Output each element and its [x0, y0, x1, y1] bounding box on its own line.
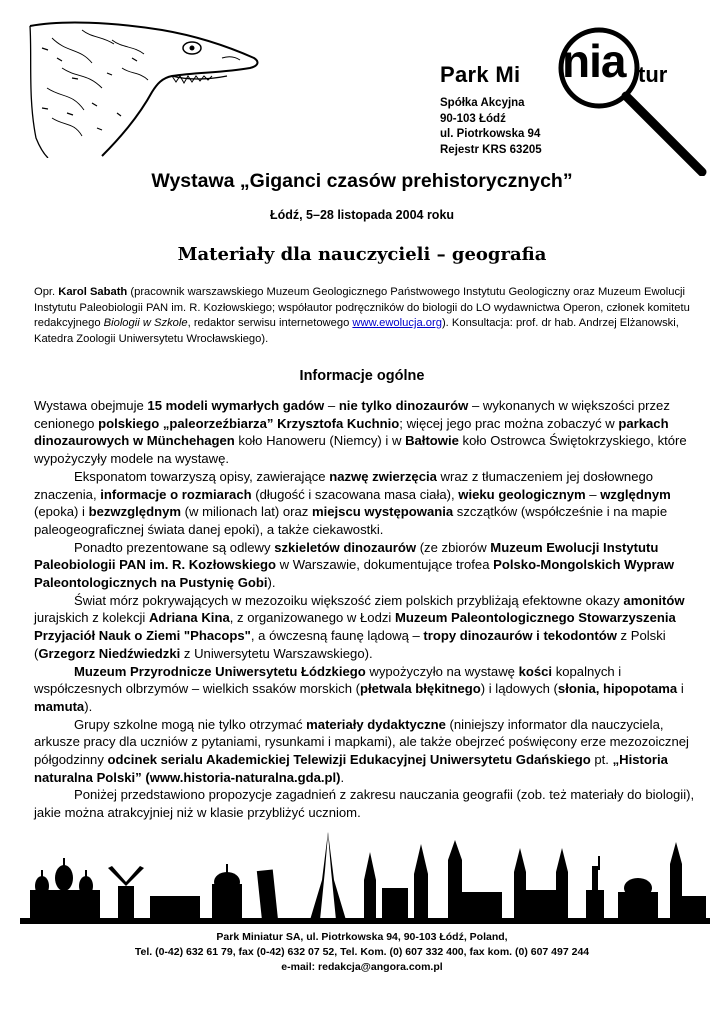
- credits-text: Opr.: [34, 286, 59, 298]
- logo-address-line: Spółka Akcyjna: [440, 97, 525, 109]
- footer-phones: Tel. (0-42) 632 61 79, fax (0-42) 632 07 52, Tel. Kom. (0) 607 332 400, fax kom. (0) 607 497 244: [134, 946, 590, 958]
- logo-text-nia: nia: [562, 35, 626, 87]
- logo-address-line: ul. Piotrkowska 94: [440, 128, 541, 140]
- footer-email: e-mail: redakcja@angora.com.pl: [281, 961, 443, 973]
- paragraph-2: Eksponatom towarzyszą opisy, zawierające nazwę zwierzęcia wraz z tłumaczeniem jej dosłownego znaczenia, informacje o rozmiarach (długość i szacowana masa ciała), wieku geologicznym – względnym (epoka) i bezwzględnym (w milionach lat) oraz miejscu występowania szczątków (współcześnie i na mapie paleogeograficznej świata danej epoki), a także ciekawostki.: [34, 468, 671, 537]
- paragraph-1: Wystawa obejmuje 15 modeli wymarłych gadów – nie tylko dinozaurów – wykonanych w większości przez cenionego polskiego „paleorzeźbiarza” Krzysztofa Kuchnio; więcej jego prac można zobaczyć w parkach dinozaurowych w Münchehagen koło Hanoweru (Niemcy) i w Bałtowie koło Ostrowca Świętokrzyskiego, które wypożyczyły modele na wystawę.: [34, 398, 687, 467]
- paragraph-5: Muzeum Przyrodnicze Uniwersytetu Łódzkiego wypożyczyło na wystawę kości kopalnych i współczesnych olbrzymów – wielkich ssaków morskich (płetwala błękitnego) i lądowych (słonia, hipopotama i mamuta).: [34, 663, 684, 714]
- credits-text: (pracownik warszawskiego Muzeum Geologicznego Państwowego Instytutu Geologiczny oraz Muzeum Ewolucji Instytutu Paleobiologii PAN im. R. Kozłowskiego; współautor podręczników do biologii do LO wydawnictwa Operon, członek komitetu redakcyjnego: [34, 286, 690, 329]
- document-subtitle: Materiały dla nauczycieli – geografia: [177, 244, 547, 265]
- paragraph-4: Świat mórz pokrywających w mezozoiku większość ziem polskich przybliżają efektowne okazy amonitów jurajskich z kolekcji Adriana Kina, z organizowanego w Łodzi Muzeum Paleontologicznego Stowarzyszenia Przyjaciół Nauk o Ziemi "Phacops", a ówczesną faunę lądową – tropy dinozaurów i tekodontów z Polski (Grzegorz Niedźwiedzki z Uniwersytetu Warszawskiego).: [34, 592, 685, 661]
- ewolucja-link[interactable]: www.ewolucja.org: [352, 317, 442, 329]
- logo-address: [440, 96, 542, 158]
- paragraph-7: Poniżej przedstawiono propozycje zagadnień z zakresu nauczania geografii (zob. też materiały do biologii), jakie można atrakcyjniej niż w klasie przybliżyć uczniom.: [34, 787, 695, 821]
- page-title: Wystawa „Giganci czasów prehistorycznych”: [151, 170, 573, 192]
- credits-text: ). Konsultacja: prof. dr hab. Andrzej Elżanowski, Katedra Zoologii Uniwersytetu Wrocławskiego).: [34, 317, 679, 345]
- logo-address-line: 90-103 Łódź: [440, 112, 506, 125]
- footer-address: Park Miniatur SA, ul. Piotrkowska 94, 90-103 Łódź, Poland,: [216, 931, 508, 943]
- body-text: [34, 397, 698, 822]
- logo-text-tur: tur: [638, 62, 668, 87]
- event-date: Łódź, 5–28 listopada 2004 roku: [269, 208, 455, 222]
- landmark-skyline-illustration: [20, 830, 710, 930]
- credits-author: Karol Sabath: [58, 286, 128, 298]
- credits-journal: Biologii w Szkole: [103, 317, 188, 329]
- section-heading: Informacje ogólne: [299, 368, 425, 384]
- paragraph-6: Grupy szkolne mogą nie tylko otrzymać materiały dydaktyczne (niniejszy informator dla nauczyciela, arkusze pracy dla uczniów z pytaniami, rysunkami i mapkami), ale także obejrzeć poświęcony erze mezozoicznej półgodzinny odcinek serialu Akademickiej Telewizji Edukacyjnej Uniwersytetu Gdańskiego pt. „Historia naturalna Polski” (www.historia-naturalna.gda.pl).: [34, 716, 689, 785]
- credits-text: , redaktor serwisu internetowego: [187, 317, 353, 329]
- paragraph-3: Ponadto prezentowane są odlewy szkieletów dinozaurów (ze zbiorów Muzeum Ewolucji Instytutu Paleobiologii PAN im. R. Kozłowskiego w Warszawie, dokumentujące trofea Polsko-Mongolskich Wypraw Paleontologicznych na Pustynię Gobi).: [34, 539, 675, 591]
- credits-paragraph: [34, 285, 700, 347]
- dinosaur-sketch-illustration: [22, 18, 272, 158]
- logo-address-line: Rejestr KRS 63205: [440, 143, 542, 156]
- logo-text-park-mi: Park Mi: [440, 62, 521, 87]
